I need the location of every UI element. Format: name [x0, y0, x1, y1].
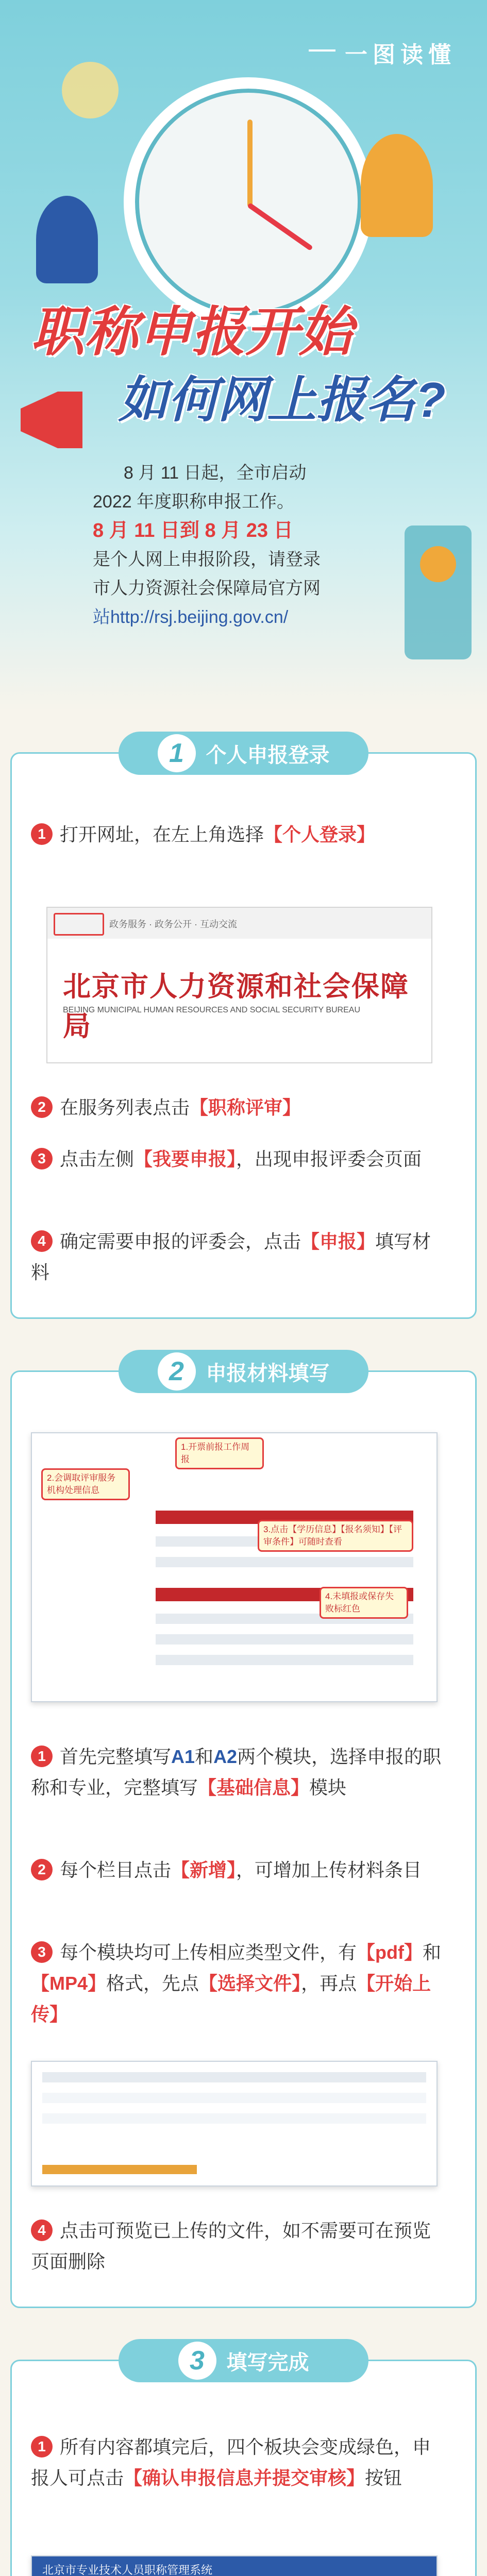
pdf-format-label: 【pdf】	[357, 1942, 423, 1963]
rsj-website-banner	[46, 907, 432, 1063]
table-row	[42, 2113, 426, 2124]
section3-step1	[31, 2432, 443, 2494]
step-text: 两个模块，选择申报的职称和专业，完整填写	[31, 1746, 442, 1798]
website-nav-bar	[47, 908, 431, 939]
module-a1: A1	[171, 1746, 195, 1767]
clock-hour-hand	[247, 120, 253, 207]
intro-text	[72, 443, 423, 647]
section3-header	[119, 2339, 368, 2382]
step-text: 每个栏目点击	[60, 1859, 172, 1880]
tagline: 一图读懂	[345, 36, 456, 69]
clock-minute-hand	[247, 202, 313, 251]
step-text: 格式，先点	[106, 1973, 199, 1994]
callout-weekly-report: 1.开票前报工作周报	[175, 1437, 264, 1469]
step-number: 3	[31, 1941, 53, 1963]
step-text: 填写材料	[31, 1231, 431, 1283]
step-text: 模块	[309, 1777, 347, 1798]
intro-line1: 8 月 11 日起，全市启动	[124, 463, 307, 483]
module-a2: A2	[213, 1746, 238, 1767]
step-text: ，可增加上传材料条目	[236, 1859, 422, 1880]
form-row	[156, 1557, 413, 1567]
section1-title: 个人申报登录	[206, 743, 330, 767]
step-number: 2	[31, 1859, 53, 1880]
callout-service-info: 2.会调取评审服务机构处理信息	[41, 1468, 130, 1500]
section3-number: 3	[178, 2342, 216, 2380]
step-text: 和	[423, 1942, 442, 1963]
section3-title: 填写完成	[226, 2351, 309, 2374]
form-row	[156, 1655, 413, 1665]
step-number: 3	[31, 1148, 53, 1170]
step-number: 4	[31, 2219, 53, 2241]
megaphone-icon	[21, 392, 82, 448]
callout-failed-red: 4.未填报或保存失败标红色	[320, 1587, 408, 1619]
page-title-line2: 如何网上报名?	[119, 372, 446, 428]
hero-banner	[0, 0, 487, 711]
section1-step3	[31, 1144, 443, 1175]
intro-url[interactable]: 站http://rsj.beijing.gov.cn/	[93, 607, 289, 627]
section1-step1	[31, 819, 443, 850]
section1-number: 1	[158, 734, 196, 772]
table-status-bar	[42, 2165, 197, 2174]
step-text: 首先完整填写	[60, 1746, 172, 1767]
step-text: 每个模块均可上传相应类型文件，有	[60, 1942, 357, 1963]
section2-title: 申报材料填写	[206, 1362, 330, 1385]
system-title-bar: 北京市专业技术人员职称管理系统	[32, 2556, 436, 2576]
step-text: 按钮	[365, 2467, 402, 2488]
bureau-name-cn: 北京市人力资源和社会保障局	[63, 971, 409, 1042]
table-header-row	[42, 2072, 426, 2082]
step-text: 确定需要申报的评委会，点击	[60, 1231, 301, 1252]
section2-step4	[31, 2215, 443, 2277]
intro-line4: 市人力资源社会保障局官方网	[93, 579, 321, 598]
person-illustration-right	[361, 134, 433, 237]
step-text: 在服务列表点击	[60, 1097, 190, 1118]
personal-login-label: 【个人登录】	[264, 824, 376, 845]
section2-number: 2	[158, 1352, 196, 1391]
step-text: 所有内容都填完后，四个板块会变成绿色，申报人可点击	[31, 2436, 431, 2488]
step-number: 1	[31, 2436, 53, 2458]
step-number: 1	[31, 1745, 53, 1767]
table-row	[42, 2093, 426, 2103]
section2-step3	[31, 1937, 443, 2030]
basic-info-label: 【基础信息】	[198, 1777, 310, 1798]
add-new-label: 【新增】	[171, 1859, 237, 1880]
gear-icon	[420, 546, 456, 582]
device-illustration	[405, 526, 472, 659]
sun-decoration	[62, 62, 119, 118]
page-title-line1: 职称申报开始	[31, 302, 353, 362]
intro-line2: 2022 年度职称申报工作。	[93, 492, 295, 512]
step-number: 2	[31, 1096, 53, 1118]
confirm-submit-label: 【确认申报信息并提交审核】	[124, 2467, 365, 2488]
section2-header	[119, 1350, 368, 1393]
apply-label: 【我要申报】	[134, 1148, 237, 1170]
step-text: 和	[195, 1746, 214, 1767]
confirm-screenshot	[31, 2555, 438, 2576]
choose-file-label: 【选择文件】	[199, 1973, 301, 1994]
section2-step1	[31, 1741, 443, 1803]
section1-step4	[31, 1226, 443, 1288]
start-upload-label: 【开始上传】	[31, 1973, 431, 2025]
person-illustration-left	[36, 196, 98, 283]
bureau-name-en: BEIJING MUNICIPAL HUMAN RESOURCES AND SOCIAL SECURITY BUREAU	[63, 1006, 360, 1014]
title-review-label: 【职称评审】	[190, 1097, 301, 1118]
submit-label: 【申报】	[301, 1231, 376, 1252]
mp4-format-label: 【MP4】	[31, 1973, 107, 1994]
step-text: 点击可预览已上传的文件，如不需要可在预览页面删除	[31, 2220, 431, 2272]
intro-line3: 是个人网上申报阶段，请登录	[93, 550, 321, 569]
intro-highlight: 8 月 11 日到 8 月 23 日	[93, 520, 293, 541]
section1-header	[119, 732, 368, 775]
upload-table-screenshot	[31, 2061, 438, 2187]
form-row	[156, 1634, 413, 1645]
step-number: 4	[31, 1230, 53, 1252]
personal-login-button[interactable]	[54, 913, 104, 936]
step-number: 1	[31, 823, 53, 845]
step-text: 点击左侧	[60, 1148, 135, 1170]
section1-step2	[31, 1092, 443, 1123]
step-text: ，出现申报评委会页面	[236, 1148, 422, 1170]
section2-step2	[31, 1855, 443, 1886]
callout-view-anytime: 3.点击【学历信息】【报名须知】【评审条件】可随时查看	[258, 1520, 413, 1552]
website-nav-links: 政务服务 · 政务公开 · 互动交流	[109, 919, 237, 929]
step-text: ，再点	[301, 1973, 357, 1994]
step-text: 打开网址，在左上角选择	[60, 824, 264, 845]
